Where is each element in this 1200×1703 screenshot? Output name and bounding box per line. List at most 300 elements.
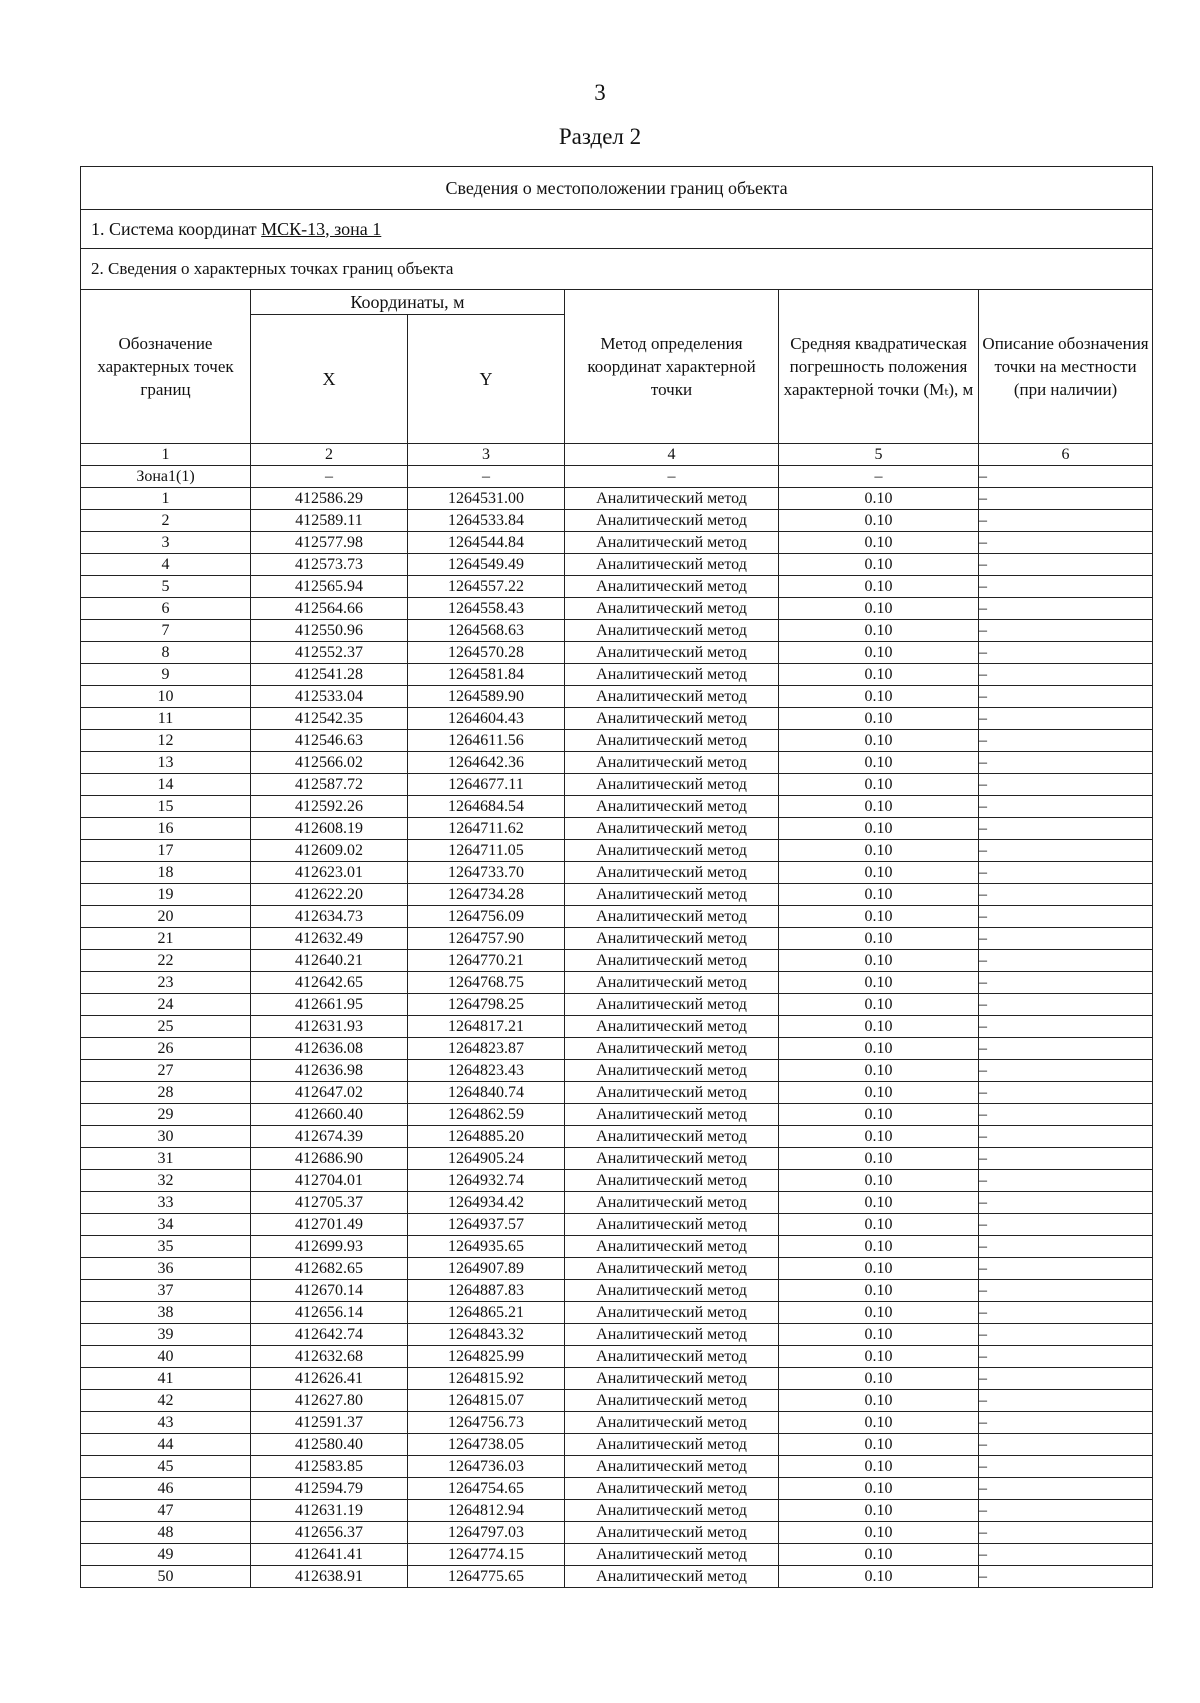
- method-cell: Аналитический метод: [565, 730, 779, 752]
- x-coordinate-cell: 412580.40: [251, 1434, 408, 1456]
- error-cell: 0.10: [779, 1434, 979, 1456]
- error-cell: 0.10: [779, 1544, 979, 1566]
- table-row: [81, 664, 1153, 686]
- table-row: [81, 730, 1153, 752]
- x-coordinate-cell: 412564.66: [251, 598, 408, 620]
- description-cell: –: [979, 1258, 1153, 1280]
- error-cell: 0.10: [779, 488, 979, 510]
- column-number: 4: [565, 444, 779, 466]
- table-row: [81, 1566, 1153, 1588]
- description-cell: –: [979, 554, 1153, 576]
- error-cell: 0.10: [779, 554, 979, 576]
- description-cell: –: [979, 1434, 1153, 1456]
- x-coordinate-cell: 412705.37: [251, 1192, 408, 1214]
- error-cell: 0.10: [779, 862, 979, 884]
- description-cell: –: [979, 1170, 1153, 1192]
- error-cell: 0.10: [779, 928, 979, 950]
- table-row: [81, 818, 1153, 840]
- y-coordinate-cell: 1264823.43: [408, 1060, 565, 1082]
- description-cell: –: [979, 1478, 1153, 1500]
- x-coordinate-cell: 412608.19: [251, 818, 408, 840]
- error-cell: 0.10: [779, 642, 979, 664]
- zone-label: Зона1(1): [81, 466, 251, 488]
- x-coordinate-cell: 412638.91: [251, 1566, 408, 1588]
- method-cell: Аналитический метод: [565, 1016, 779, 1038]
- description-cell: –: [979, 1544, 1153, 1566]
- error-cell: 0.10: [779, 796, 979, 818]
- zone-cell: –: [979, 466, 1153, 488]
- x-coordinate-cell: 412591.37: [251, 1412, 408, 1434]
- method-cell: Аналитический метод: [565, 620, 779, 642]
- point-id-cell: 44: [81, 1434, 251, 1456]
- description-cell: –: [979, 1104, 1153, 1126]
- x-coordinate-cell: 412627.80: [251, 1390, 408, 1412]
- error-cell: 0.10: [779, 1236, 979, 1258]
- error-cell: 0.10: [779, 510, 979, 532]
- x-coordinate-cell: 412641.41: [251, 1544, 408, 1566]
- description-cell: –: [979, 1566, 1153, 1588]
- point-id-cell: 6: [81, 598, 251, 620]
- description-cell: –: [979, 1302, 1153, 1324]
- error-cell: 0.10: [779, 1412, 979, 1434]
- x-coordinate-cell: 412632.49: [251, 928, 408, 950]
- point-id-cell: 24: [81, 994, 251, 1016]
- x-coordinate-cell: 412577.98: [251, 532, 408, 554]
- error-cell: 0.10: [779, 664, 979, 686]
- description-cell: –: [979, 1412, 1153, 1434]
- method-cell: Аналитический метод: [565, 532, 779, 554]
- page-number: 3: [594, 80, 606, 105]
- y-coordinate-cell: 1264544.84: [408, 532, 565, 554]
- table-row: [81, 620, 1153, 642]
- y-coordinate-cell: 1264611.56: [408, 730, 565, 752]
- table-title-row: [81, 167, 1153, 210]
- error-cell: 0.10: [779, 686, 979, 708]
- x-coordinate-cell: 412632.68: [251, 1346, 408, 1368]
- y-coordinate-cell: 1264798.25: [408, 994, 565, 1016]
- point-id-cell: 15: [81, 796, 251, 818]
- x-coordinate-cell: 412589.11: [251, 510, 408, 532]
- error-cell: 0.10: [779, 1456, 979, 1478]
- method-cell: Аналитический метод: [565, 488, 779, 510]
- x-coordinate-cell: 412587.72: [251, 774, 408, 796]
- x-coordinate-cell: 412541.28: [251, 664, 408, 686]
- method-cell: Аналитический метод: [565, 686, 779, 708]
- point-id-cell: 22: [81, 950, 251, 972]
- error-cell: 0.10: [779, 840, 979, 862]
- error-cell: 0.10: [779, 1522, 979, 1544]
- description-cell: –: [979, 752, 1153, 774]
- table-row: [81, 1214, 1153, 1236]
- description-cell: –: [979, 840, 1153, 862]
- table-row: [81, 1016, 1153, 1038]
- point-id-cell: 23: [81, 972, 251, 994]
- point-id-cell: 48: [81, 1522, 251, 1544]
- table-row: [81, 1148, 1153, 1170]
- description-cell: –: [979, 1060, 1153, 1082]
- description-cell: –: [979, 1390, 1153, 1412]
- y-coordinate-cell: 1264604.43: [408, 708, 565, 730]
- table-row: [81, 862, 1153, 884]
- y-coordinate-cell: 1264887.83: [408, 1280, 565, 1302]
- point-id-cell: 47: [81, 1500, 251, 1522]
- y-coordinate-cell: 1264797.03: [408, 1522, 565, 1544]
- method-cell: Аналитический метод: [565, 1236, 779, 1258]
- x-coordinate-cell: 412704.01: [251, 1170, 408, 1192]
- method-cell: Аналитический метод: [565, 1324, 779, 1346]
- error-cell: 0.10: [779, 1170, 979, 1192]
- table-row: [81, 554, 1153, 576]
- coordinate-system-row: [81, 210, 1153, 249]
- point-id-cell: 16: [81, 818, 251, 840]
- x-coordinate-cell: 412592.26: [251, 796, 408, 818]
- error-cell: 0.10: [779, 1346, 979, 1368]
- y-coordinate-cell: 1264932.74: [408, 1170, 565, 1192]
- error-cell: 0.10: [779, 1060, 979, 1082]
- zone-cell: –: [251, 466, 408, 488]
- column-number: 5: [779, 444, 979, 466]
- y-coordinate-cell: 1264549.49: [408, 554, 565, 576]
- x-coordinate-cell: 412642.74: [251, 1324, 408, 1346]
- y-coordinate-cell: 1264825.99: [408, 1346, 565, 1368]
- section-title: Раздел 2: [558, 124, 642, 149]
- y-coordinate-cell: 1264757.90: [408, 928, 565, 950]
- description-cell: –: [979, 1192, 1153, 1214]
- error-cell: 0.10: [779, 1148, 979, 1170]
- point-id-cell: 35: [81, 1236, 251, 1258]
- header-row-1: [81, 290, 1153, 315]
- x-coordinate-cell: 412642.65: [251, 972, 408, 994]
- description-cell: –: [979, 1280, 1153, 1302]
- table-row: [81, 1170, 1153, 1192]
- table-row: [81, 1236, 1153, 1258]
- point-id-cell: 41: [81, 1368, 251, 1390]
- y-coordinate-cell: 1264711.62: [408, 818, 565, 840]
- table-row: [81, 752, 1153, 774]
- description-cell: –: [979, 796, 1153, 818]
- table-row: [81, 950, 1153, 972]
- description-cell: –: [979, 1324, 1153, 1346]
- x-coordinate-cell: 412636.98: [251, 1060, 408, 1082]
- method-cell: Аналитический метод: [565, 1478, 779, 1500]
- y-coordinate-cell: 1264885.20: [408, 1126, 565, 1148]
- y-coordinate-cell: 1264738.05: [408, 1434, 565, 1456]
- point-id-cell: 10: [81, 686, 251, 708]
- method-cell: Аналитический метод: [565, 554, 779, 576]
- point-id-cell: 19: [81, 884, 251, 906]
- y-coordinate-cell: 1264862.59: [408, 1104, 565, 1126]
- table-row: [81, 1346, 1153, 1368]
- point-id-cell: 27: [81, 1060, 251, 1082]
- x-coordinate-cell: 412609.02: [251, 840, 408, 862]
- error-cell: 0.10: [779, 818, 979, 840]
- table-row: [81, 1434, 1153, 1456]
- x-coordinate-cell: 412647.02: [251, 1082, 408, 1104]
- method-cell: Аналитический метод: [565, 1522, 779, 1544]
- table-row: [81, 1522, 1153, 1544]
- column-number: 2: [251, 444, 408, 466]
- error-cell: 0.10: [779, 1082, 979, 1104]
- point-id-cell: 31: [81, 1148, 251, 1170]
- method-cell: Аналитический метод: [565, 1346, 779, 1368]
- y-coordinate-cell: 1264907.89: [408, 1258, 565, 1280]
- y-coordinate-cell: 1264531.00: [408, 488, 565, 510]
- x-coordinate-cell: 412674.39: [251, 1126, 408, 1148]
- description-cell: –: [979, 1456, 1153, 1478]
- table-row: [81, 1126, 1153, 1148]
- table-row: [81, 1038, 1153, 1060]
- method-cell: Аналитический метод: [565, 642, 779, 664]
- points-title-row: [81, 249, 1153, 290]
- error-cell: 0.10: [779, 1214, 979, 1236]
- x-coordinate-cell: 412542.35: [251, 708, 408, 730]
- coordinate-system-label: 1. Система координат: [91, 218, 262, 239]
- y-coordinate-cell: 1264684.54: [408, 796, 565, 818]
- method-cell: Аналитический метод: [565, 1500, 779, 1522]
- method-cell: Аналитический метод: [565, 972, 779, 994]
- method-cell: Аналитический метод: [565, 708, 779, 730]
- column-number-row: [81, 444, 1153, 466]
- description-cell: –: [979, 686, 1153, 708]
- table-row: [81, 532, 1153, 554]
- y-coordinate-cell: 1264840.74: [408, 1082, 565, 1104]
- y-coordinate-cell: 1264642.36: [408, 752, 565, 774]
- point-id-cell: 43: [81, 1412, 251, 1434]
- method-cell: Аналитический метод: [565, 1082, 779, 1104]
- error-cell: 0.10: [779, 1500, 979, 1522]
- table-row: [81, 576, 1153, 598]
- x-coordinate-cell: 412626.41: [251, 1368, 408, 1390]
- point-id-cell: 18: [81, 862, 251, 884]
- description-cell: –: [979, 664, 1153, 686]
- error-cell: 0.10: [779, 1258, 979, 1280]
- description-cell: –: [979, 972, 1153, 994]
- x-coordinate-cell: 412586.29: [251, 488, 408, 510]
- point-id-cell: 30: [81, 1126, 251, 1148]
- description-cell: –: [979, 928, 1153, 950]
- description-cell: –: [979, 488, 1153, 510]
- error-cell: 0.10: [779, 994, 979, 1016]
- point-id-cell: 1: [81, 488, 251, 510]
- y-coordinate-cell: 1264937.57: [408, 1214, 565, 1236]
- point-id-cell: 2: [81, 510, 251, 532]
- header-error: Средняя квадратическая погрешность положения характерной точки (Mₜ), м: [779, 290, 979, 444]
- description-cell: –: [979, 532, 1153, 554]
- table-row: [81, 774, 1153, 796]
- point-id-cell: 42: [81, 1390, 251, 1412]
- x-coordinate-cell: 412583.85: [251, 1456, 408, 1478]
- y-coordinate-cell: 1264843.32: [408, 1324, 565, 1346]
- x-coordinate-cell: 412631.19: [251, 1500, 408, 1522]
- y-coordinate-cell: 1264775.65: [408, 1566, 565, 1588]
- point-id-cell: 14: [81, 774, 251, 796]
- point-id-cell: 4: [81, 554, 251, 576]
- table-row: [81, 1104, 1153, 1126]
- method-cell: Аналитический метод: [565, 1214, 779, 1236]
- error-cell: 0.10: [779, 532, 979, 554]
- method-cell: Аналитический метод: [565, 1060, 779, 1082]
- method-cell: Аналитический метод: [565, 1434, 779, 1456]
- error-cell: 0.10: [779, 708, 979, 730]
- point-id-cell: 7: [81, 620, 251, 642]
- table-row: [81, 598, 1153, 620]
- error-cell: 0.10: [779, 1566, 979, 1588]
- y-coordinate-cell: 1264736.03: [408, 1456, 565, 1478]
- x-coordinate-cell: 412699.93: [251, 1236, 408, 1258]
- table-header: [81, 167, 1153, 488]
- error-cell: 0.10: [779, 1368, 979, 1390]
- method-cell: Аналитический метод: [565, 1280, 779, 1302]
- table-row: [81, 642, 1153, 664]
- y-coordinate-cell: 1264568.63: [408, 620, 565, 642]
- description-cell: –: [979, 1082, 1153, 1104]
- error-cell: 0.10: [779, 1478, 979, 1500]
- method-cell: Аналитический метод: [565, 950, 779, 972]
- y-coordinate-cell: 1264711.05: [408, 840, 565, 862]
- method-cell: Аналитический метод: [565, 664, 779, 686]
- x-coordinate-cell: 412660.40: [251, 1104, 408, 1126]
- point-id-cell: 9: [81, 664, 251, 686]
- x-coordinate-cell: 412634.73: [251, 906, 408, 928]
- header-description: Описание обозначения точки на местности (при наличии): [979, 290, 1153, 444]
- table-row: [81, 1368, 1153, 1390]
- method-cell: Аналитический метод: [565, 1390, 779, 1412]
- error-cell: 0.10: [779, 1038, 979, 1060]
- description-cell: –: [979, 1522, 1153, 1544]
- method-cell: Аналитический метод: [565, 774, 779, 796]
- description-cell: –: [979, 774, 1153, 796]
- method-cell: Аналитический метод: [565, 1566, 779, 1588]
- zone-cell: –: [779, 466, 979, 488]
- point-id-cell: 39: [81, 1324, 251, 1346]
- method-cell: Аналитический метод: [565, 884, 779, 906]
- method-cell: Аналитический метод: [565, 1302, 779, 1324]
- table-row: [81, 840, 1153, 862]
- description-cell: –: [979, 950, 1153, 972]
- table-row: [81, 686, 1153, 708]
- x-coordinate-cell: 412623.01: [251, 862, 408, 884]
- y-coordinate-cell: 1264558.43: [408, 598, 565, 620]
- error-cell: 0.10: [779, 1126, 979, 1148]
- column-number: 6: [979, 444, 1153, 466]
- method-cell: Аналитический метод: [565, 752, 779, 774]
- y-coordinate-cell: 1264768.75: [408, 972, 565, 994]
- method-cell: Аналитический метод: [565, 1126, 779, 1148]
- description-cell: –: [979, 1016, 1153, 1038]
- error-cell: 0.10: [779, 906, 979, 928]
- point-id-cell: 36: [81, 1258, 251, 1280]
- x-coordinate-cell: 412631.93: [251, 1016, 408, 1038]
- header-x: X: [251, 315, 408, 444]
- method-cell: Аналитический метод: [565, 840, 779, 862]
- table-row: [81, 1060, 1153, 1082]
- description-cell: –: [979, 906, 1153, 928]
- error-cell: 0.10: [779, 620, 979, 642]
- point-id-cell: 46: [81, 1478, 251, 1500]
- point-id-cell: 50: [81, 1566, 251, 1588]
- method-cell: Аналитический метод: [565, 510, 779, 532]
- error-cell: 0.10: [779, 1104, 979, 1126]
- description-cell: –: [979, 1126, 1153, 1148]
- point-id-cell: 5: [81, 576, 251, 598]
- error-cell: 0.10: [779, 972, 979, 994]
- header-method: Метод определения координат характерной точки: [565, 290, 779, 444]
- x-coordinate-cell: 412573.73: [251, 554, 408, 576]
- header-y: Y: [408, 315, 565, 444]
- point-id-cell: 21: [81, 928, 251, 950]
- boundary-points-table: [80, 166, 1153, 1588]
- header-designation: Обозначение характерных точек границ: [81, 290, 251, 444]
- description-cell: –: [979, 730, 1153, 752]
- table-row: [81, 510, 1153, 532]
- error-cell: 0.10: [779, 1302, 979, 1324]
- table-row: [81, 1280, 1153, 1302]
- description-cell: –: [979, 818, 1153, 840]
- point-id-cell: 34: [81, 1214, 251, 1236]
- point-id-cell: 37: [81, 1280, 251, 1302]
- table-row: [81, 1302, 1153, 1324]
- method-cell: Аналитический метод: [565, 906, 779, 928]
- method-cell: Аналитический метод: [565, 576, 779, 598]
- description-cell: –: [979, 576, 1153, 598]
- y-coordinate-cell: 1264823.87: [408, 1038, 565, 1060]
- method-cell: Аналитический метод: [565, 1104, 779, 1126]
- table-row: [81, 488, 1153, 510]
- description-cell: –: [979, 1236, 1153, 1258]
- point-id-cell: 38: [81, 1302, 251, 1324]
- point-id-cell: 20: [81, 906, 251, 928]
- table-row: [81, 994, 1153, 1016]
- method-cell: Аналитический метод: [565, 1368, 779, 1390]
- point-id-cell: 29: [81, 1104, 251, 1126]
- y-coordinate-cell: 1264756.73: [408, 1412, 565, 1434]
- point-id-cell: 32: [81, 1170, 251, 1192]
- x-coordinate-cell: 412656.37: [251, 1522, 408, 1544]
- y-coordinate-cell: 1264817.21: [408, 1016, 565, 1038]
- method-cell: Аналитический метод: [565, 1170, 779, 1192]
- error-cell: 0.10: [779, 1016, 979, 1038]
- error-cell: 0.10: [779, 1324, 979, 1346]
- description-cell: –: [979, 510, 1153, 532]
- table-row: [81, 1390, 1153, 1412]
- y-coordinate-cell: 1264557.22: [408, 576, 565, 598]
- method-cell: Аналитический метод: [565, 1412, 779, 1434]
- description-cell: –: [979, 1214, 1153, 1236]
- table-row: [81, 1478, 1153, 1500]
- table-row: [81, 1324, 1153, 1346]
- y-coordinate-cell: 1264754.65: [408, 1478, 565, 1500]
- zone-row: [81, 466, 1153, 488]
- method-cell: Аналитический метод: [565, 1148, 779, 1170]
- table-row: [81, 1258, 1153, 1280]
- x-coordinate-cell: 412594.79: [251, 1478, 408, 1500]
- description-cell: –: [979, 620, 1153, 642]
- table-row: [81, 708, 1153, 730]
- point-id-cell: 26: [81, 1038, 251, 1060]
- y-coordinate-cell: 1264581.84: [408, 664, 565, 686]
- table-body: [81, 488, 1153, 1588]
- y-coordinate-cell: 1264935.65: [408, 1236, 565, 1258]
- point-id-cell: 12: [81, 730, 251, 752]
- description-cell: –: [979, 598, 1153, 620]
- description-cell: –: [979, 1368, 1153, 1390]
- error-cell: 0.10: [779, 1390, 979, 1412]
- x-coordinate-cell: 412682.65: [251, 1258, 408, 1280]
- x-coordinate-cell: 412636.08: [251, 1038, 408, 1060]
- error-cell: 0.10: [779, 884, 979, 906]
- description-cell: –: [979, 1148, 1153, 1170]
- x-coordinate-cell: 412661.95: [251, 994, 408, 1016]
